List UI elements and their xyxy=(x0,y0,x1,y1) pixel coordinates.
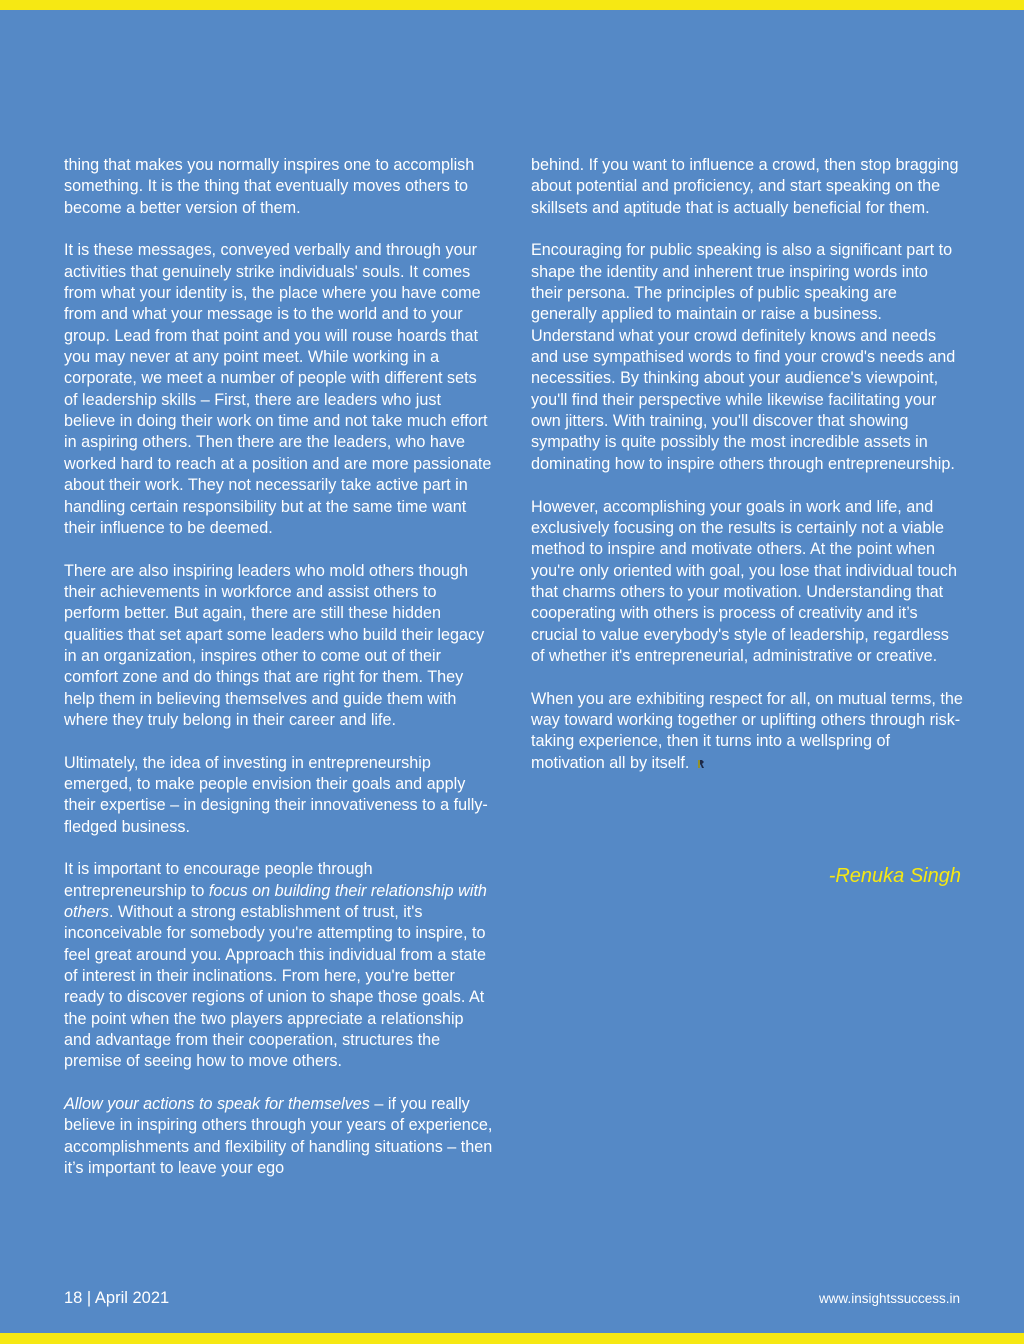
website-url: www.insightssuccess.in xyxy=(818,1291,960,1306)
left-paragraph-5 xyxy=(64,859,494,1072)
left-paragraph-4: Ultimately, the idea of investing in entrepreneurship emerged, to make people envision their goals and apply their expertise – in designing their innovativeness to a fully-fledged business. xyxy=(64,753,488,836)
left-paragraph-6-rest: – if you really believe in inspiring others through your years of experience, accomplishments and flexibility of handling situations – then it’s important to leave your ego xyxy=(64,1095,493,1178)
left-paragraph-3: There are also inspiring leaders who mold others though their achievements in workforce and assist others to perform better. But again, there are still these hidden qualities that set apart some leaders who build their legacy in an organization, inspires other to come out of their comfort zone and do things that are right for them. They help them in believing themselves and guide them with where they truly belong in their career and life. xyxy=(64,561,485,729)
right-paragraph-4-text: When you are exhibiting respect for all, on mutual terms, the way toward working together or uplifting others through risk-taking experience, then it turns into a wellspring of motivation all by itself. xyxy=(531,689,963,772)
left-paragraph-2: It is these messages, conveyed verbally and through your activities that genuinely strike individuals' souls. It comes from what your identity is, the place where you have come from and what your message is to the world and to your group. Lead from that point and you will rouse hoards that you may never at any point meet. While working in a corporate, we meet a number of people with different sets of leadership skills – First, there are leaders who just believe in doing their work on time and not take much effort in aspiring others. Then there are the leaders, who have worked hard to reach at a position and are more passionate about their work. They not necessarily take active part in handling certain responsibility but at the same time want their influence to be deemed. xyxy=(64,241,492,537)
left-paragraph-1: thing that makes you normally inspires one to accomplish something. It is the thing that eventually moves others to become a better version of them. xyxy=(64,156,475,217)
left-paragraph-6 xyxy=(64,1094,494,1179)
right-paragraph-3: However, accomplishing your goals in work and life, and exclusively focusing on the results is certainly not a viable method to inspire and motivate others. At the point when you're only oriented with goal, you lose that individual touch that charms others to your motivation. Understanding that cooperating with others is process of creativity and it’s crucial to value everybody's style of leadership, regardless of whether it's entrepreneurial, administrative or creative. xyxy=(531,497,958,665)
left-paragraph-5-rest: . Without a strong establishment of trust, it's inconceivable for somebody you're attempting to inspire, to feel great around you. Approach this individual from a state of interest in their inclinations. From here, you're better ready to discover regions of union to shape those goals. At the point when the two players appreciate a relationship and advantage from their cooperation, structures the premise of seeing how to move others. xyxy=(64,903,487,1071)
left-paragraph-6-emphasis: Allow your actions to speak for themselves xyxy=(64,1095,370,1114)
author-signature: -Renuka Singh xyxy=(828,865,961,887)
right-column xyxy=(531,155,963,774)
right-paragraph-1: behind. If you want to influence a crowd, then stop bragging about potential and proficiency, and start speaking on the skillsets and aptitude that is actually beneficial for them. xyxy=(531,156,959,217)
article-end-logo-icon xyxy=(697,759,706,769)
right-paragraph-2: Encouraging for public speaking is also a significant part to shape the identity and inherent true inspiring words into their persona. The principles of public speaking are generally applied to maintain or raise a business. Understand what your crowd definitely knows and needs and use sympathised words to find your crowd's needs and necessities. By thinking about your audience's viewpoint, you'll find their perspective while likewise facilitating your own jitters. With training, you'll discover that showing sympathy is quite possibly the most incredible assets in dominating how to inspire others through entrepreneurship. xyxy=(531,241,956,473)
top-accent-bar xyxy=(0,0,1024,10)
page-number-date: 18 | April 2021 xyxy=(64,1289,170,1307)
left-column xyxy=(64,155,494,1180)
bottom-accent-bar xyxy=(0,1333,1024,1344)
left-paragraph-5-text: It is important to encourage people through entrepreneurship to xyxy=(64,860,373,900)
right-paragraph-4 xyxy=(531,689,963,774)
left-paragraph-5-emphasis: focus on building their relationship with others xyxy=(64,881,487,922)
